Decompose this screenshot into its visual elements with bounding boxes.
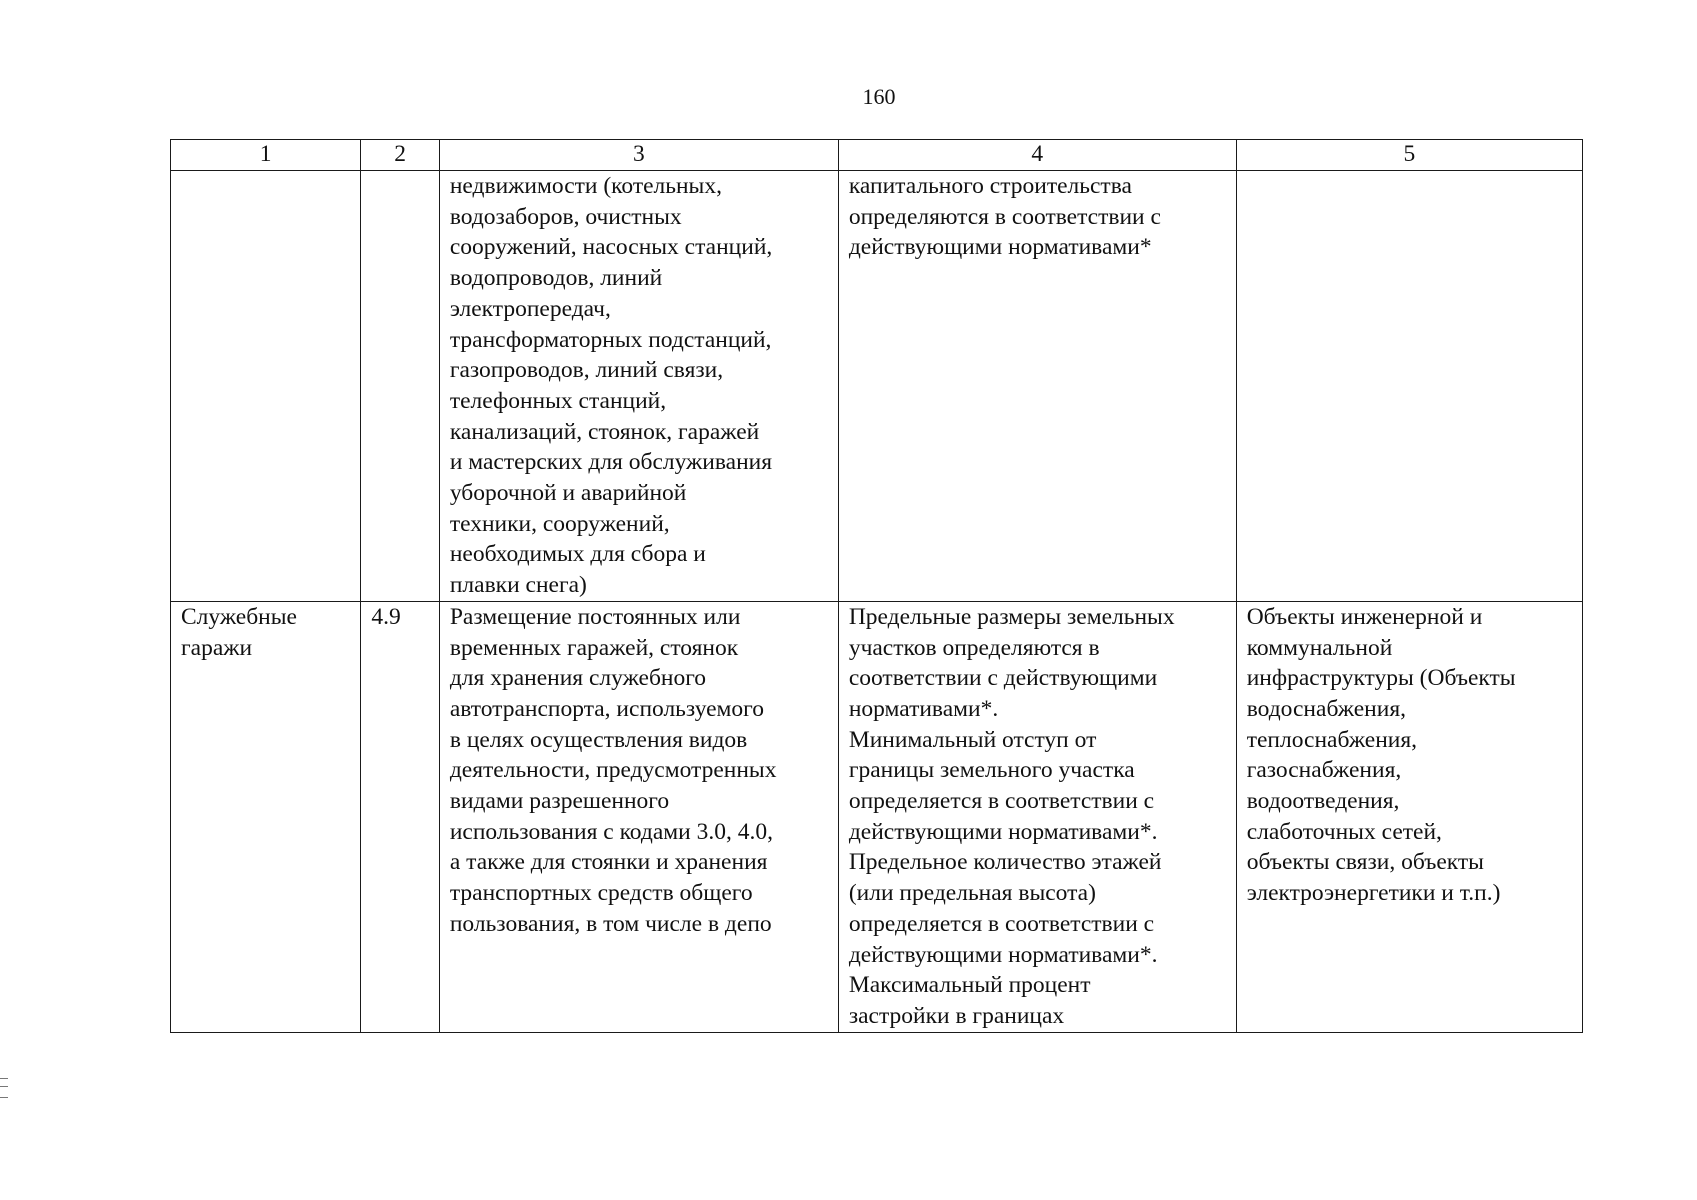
- cell-text-line: застройки в границах: [848, 1002, 1065, 1029]
- cell-use-code: [361, 171, 440, 602]
- cell-use-name: [171, 601, 361, 1032]
- header-cell-2: 2: [361, 140, 440, 171]
- cell-text-line: уборочной и аварийной: [449, 480, 687, 507]
- cell-text-line: сооружений, насосных станций,: [449, 234, 773, 261]
- table-header-row: [171, 140, 1583, 171]
- cell-text-line: теплоснабжения,: [1246, 726, 1418, 753]
- cell-text-line: Объекты инженерной и: [1246, 603, 1483, 630]
- cell-text-line: плавки снега): [449, 572, 587, 599]
- cell-text-line: Минимальный отступ от: [848, 726, 1097, 753]
- cell-parameters: [838, 171, 1236, 602]
- header-cell-1: 1: [171, 140, 361, 171]
- cell-ancillary-uses: [1236, 601, 1582, 1032]
- cell-text-line: использования с кодами 3.0, 4.0,: [449, 818, 773, 845]
- cell-text-line: Предельное количество этажей: [848, 849, 1162, 876]
- cell-text-line: газопроводов, линий связи,: [449, 357, 724, 384]
- cell-text-line: водопроводов, линий: [449, 265, 663, 292]
- cell-text-line: Служебные: [181, 603, 297, 630]
- cell-parameters: [838, 601, 1236, 1032]
- header-cell-4: 4: [838, 140, 1236, 171]
- cell-text-line: пользования, в том числе в депо: [449, 910, 772, 937]
- cell-text-line: трансформаторных подстанций,: [449, 326, 772, 353]
- cell-text-line: Размещение постоянных или: [449, 603, 741, 630]
- cell-text-line: транспортных средств общего: [449, 880, 753, 907]
- cell-text-line: Максимальный процент: [848, 972, 1091, 999]
- cell-use-description: [439, 601, 838, 1032]
- cell-text-line: недвижимости (котельных,: [449, 173, 722, 199]
- cell-text-line: действующими нормативами*: [848, 234, 1152, 261]
- cell-text-line: техники, сооружений,: [449, 510, 670, 537]
- cell-text-line: для хранения служебного: [449, 665, 707, 692]
- cell-text-line: водозаборов, очистных: [449, 203, 682, 230]
- cell-text-line: определяется в соответствии с: [848, 910, 1155, 937]
- cell-text-line: газоснабжения,: [1246, 757, 1402, 784]
- cell-text-line: слаботочных сетей,: [1246, 818, 1442, 845]
- header-cell-5: 5: [1236, 140, 1582, 171]
- cell-text-line: канализаций, стоянок, гаражей: [449, 418, 760, 445]
- scan-edge-mark: [0, 1078, 8, 1098]
- cell-text-line: и мастерских для обслуживания: [449, 449, 773, 476]
- cell-text-line: коммунальной: [1246, 634, 1393, 661]
- table-row: [171, 601, 1583, 1032]
- cell-text-line: временных гаражей, стоянок: [449, 634, 739, 661]
- cell-text-line: водоотведения,: [1246, 788, 1400, 815]
- cell-text-line: нормативами*.: [848, 695, 999, 722]
- cell-text-line: определяется в соответствии с: [848, 788, 1155, 815]
- cell-text-line: объекты связи, объекты: [1246, 849, 1484, 876]
- cell-text-line: участков определяются в: [848, 634, 1100, 661]
- cell-text-line: (или предельная высота): [848, 880, 1096, 907]
- cell-use-description: [439, 171, 838, 602]
- cell-text-line: электроэнергетики и т.п.): [1246, 880, 1501, 907]
- cell-text-line: а также для стоянки и хранения: [449, 849, 768, 876]
- cell-text-line: телефонных станций,: [449, 387, 667, 414]
- cell-text-line: деятельности, предусмотренных: [449, 757, 777, 784]
- cell-text-line: 4.9: [371, 603, 401, 630]
- cell-text-line: необходимых для сбора и: [449, 541, 706, 568]
- table-row: [171, 171, 1583, 602]
- cell-text-line: инфраструктуры (Объекты: [1246, 665, 1516, 692]
- cell-use-name: [171, 171, 361, 602]
- cell-text-line: автотранспорта, используемого: [449, 695, 764, 722]
- cell-use-code: [361, 601, 440, 1032]
- cell-text-line: действующими нормативами*.: [848, 941, 1158, 968]
- cell-text-line: границы земельного участка: [848, 757, 1135, 784]
- header-cell-3: 3: [439, 140, 838, 171]
- cell-text-line: водоснабжения,: [1246, 695, 1407, 722]
- cell-text-line: определяются в соответствии с: [848, 203, 1161, 230]
- cell-ancillary-uses: [1236, 171, 1582, 602]
- cell-text-line: в целях осуществления видов: [449, 726, 748, 753]
- cell-text-line: капитального строительства: [848, 173, 1132, 199]
- cell-text-line: действующими нормативами*.: [848, 818, 1158, 845]
- cell-text-line: Предельные размеры земельных: [848, 603, 1175, 630]
- page-number: 160: [862, 84, 896, 109]
- cell-text-line: соответствии с действующими: [848, 665, 1158, 692]
- zoning-table: [170, 139, 1583, 1033]
- cell-text-line: электропередач,: [449, 295, 611, 322]
- cell-text-line: гаражи: [181, 634, 253, 661]
- cell-text-line: видами разрешенного: [449, 788, 670, 815]
